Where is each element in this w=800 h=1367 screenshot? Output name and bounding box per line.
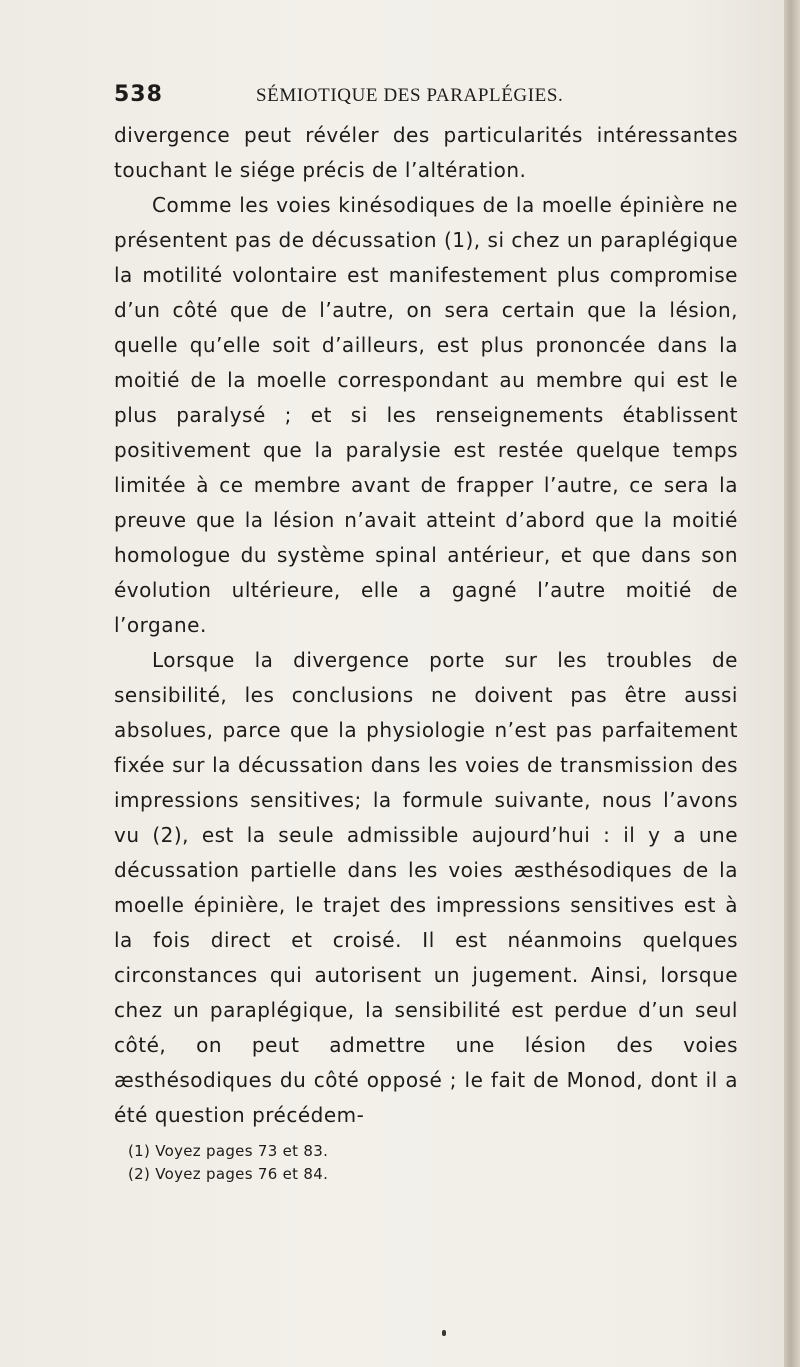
footnote-2: (2) Voyez pages 76 et 84. [128,1165,329,1183]
body-text [114,118,738,1133]
page-number: 538 [114,82,163,107]
page-edge [784,0,800,1367]
running-title: SÉMIOTIQUE DES PARAPLÉGIES. [256,85,564,106]
footnote-1: (1) Voyez pages 73 et 83. [128,1142,329,1160]
print-speck [442,1330,446,1336]
footnotes [128,1140,688,1186]
paragraph-sensibility: Lorsque la divergence porte sur les troubles de sensibilité, les conclusions ne doivent pas être aussi absolues, parce que la physiologie n’est pas parfaitement fixée sur la décussation dans les voies de transmission des impressions sensitives; la formule suivante, nous l’avons vu (2), est la seule admissible aujourd’hui : il y a une décussation partielle dans les voies æsthésodiques de la moelle épinière, le trajet des impressions sensitives est à la fois direct et croisé. Il est néanmoins quelques circonstances qui autorisent un jugement. Ainsi, lorsque chez un paraplégique, la sensibilité est perdue d’un seul côté, on peut admettre une lésion des voies æsthésodiques du côté opposé ; le fait de Monod, dont il a été question précédem- [114,648,738,1127]
paragraph-continuation: divergence peut révéler des particularités intéressantes touchant le siége précis de l’altération. [114,123,738,182]
page-header [110,82,750,116]
paragraph-kinesodic: Comme les voies kinésodiques de la moelle épinière ne présentent pas de décussation (1), si chez un paraplégique la motilité volontaire est manifestement plus compromise d’un côté que de l’autre, on sera certain que la lésion, quelle qu’elle soit d’ailleurs, est plus prononcée dans la moitié de la moelle correspondant au membre qui est le plus paralysé ; et si les renseignements établissent positivement que la paralysie est restée quelque temps limitée à ce membre avant de frapper l’autre, ce sera la preuve que la lésion n’avait atteint d’abord que la moitié homologue du système spinal antérieur, et que dans son évolution ultérieure, elle a gagné l’autre moitié de l’organe. [114,193,738,637]
